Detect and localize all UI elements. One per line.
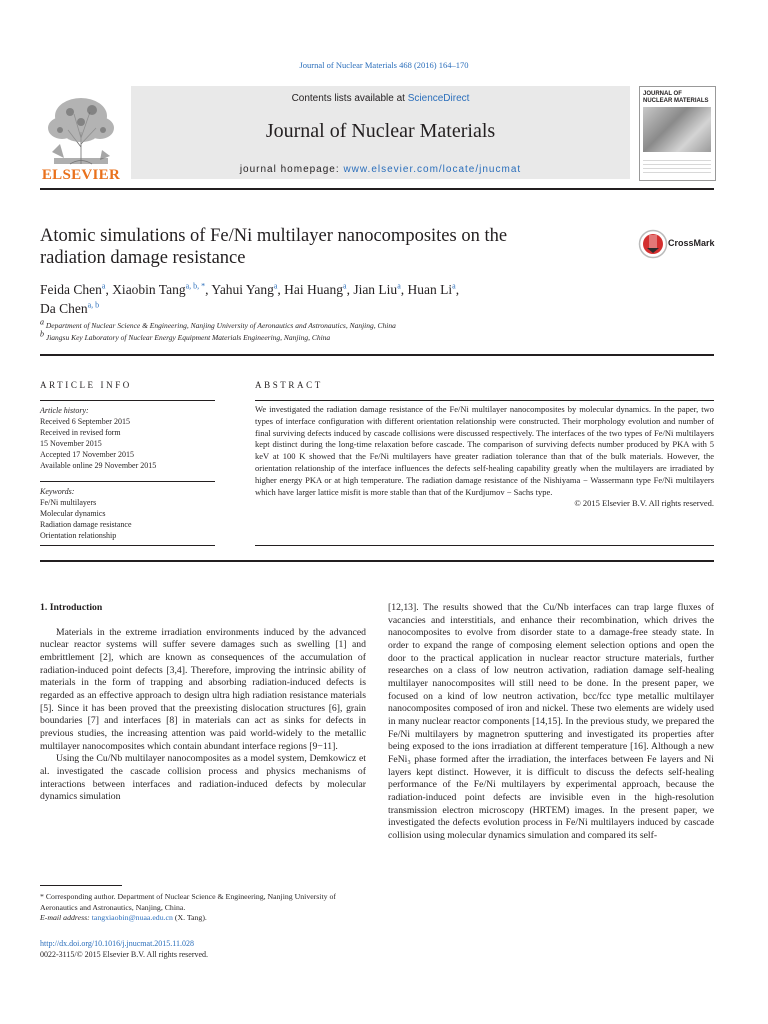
- history-label: Article history:: [40, 406, 89, 415]
- history-item: Available online 29 November 2015: [40, 461, 157, 470]
- header-divider: [40, 188, 714, 190]
- divider: [40, 400, 215, 401]
- sciencedirect-link[interactable]: ScienceDirect: [407, 93, 470, 104]
- history-item: 15 November 2015: [40, 439, 102, 448]
- email-line: E-mail address: tangxiaobin@nuaa.edu.cn (X. Tang).: [40, 913, 207, 922]
- email-link[interactable]: tangxiaobin@nuaa.edu.cn: [91, 913, 173, 922]
- affiliation-divider: [40, 354, 714, 356]
- abstract-heading: ABSTRACT: [255, 380, 323, 390]
- body-paragraph: Using the Cu/Nb multilayer nanocomposites as a model system, Demkowicz et al. investigated the cascade collision process and physics mechanisms of interactions between interfaces and radiation-induced defects by molecular dynamics simulation: [40, 753, 366, 803]
- affiliation-a: $^a$ Department of Nuclear Science & Engineering, Nanjing University of Aeronautics and Astronautics, Nanjing, China: [40, 317, 396, 330]
- keyword: Orientation relationship: [40, 531, 117, 540]
- abstract-body: [255, 404, 714, 510]
- section-heading: 1. Introduction: [40, 602, 103, 613]
- cover-illustration: [643, 107, 711, 152]
- contents-prefix: Contents lists available at: [291, 93, 408, 104]
- footnote-divider: [40, 885, 122, 886]
- homepage-prefix: journal homepage:: [239, 164, 344, 175]
- divider: [40, 481, 215, 482]
- article-history: [40, 405, 220, 471]
- contents-line: [131, 93, 630, 104]
- article-title: [40, 225, 600, 269]
- divider: [255, 400, 714, 401]
- abstract-text: We investigated the radiation damage resistance of the Fe/Ni multilayer nanocomposites by molecular dynamics. In the paper, two types of interface configuration with different orientation relationship were constructed. Their morphology evolution and number of final surviving defects induced by cascade collisions were discussed respectively. The interfaces of the two types of Fe/Ni multilayers kept distinct during the long-time relaxation before cascade. The comparison of surviving defects number produced by PKA with 5 keV at 100 K showed that the Fe/Ni multilayers have greater radiation tolerance than that of the bulk materials. However, the orientation relationship of the interface influences the defects self-healing capability greatly when the multilayers are irradiated by higher energy PKA or at high temperature. The radiation damage resistance of the Nishiyama − Wassermann type Fe/Ni multilayers which have larger lattice misfit is more stable than that of the Kurdjumov − Sachs type.: [255, 404, 714, 497]
- keyword: Fe/Ni multilayers: [40, 498, 97, 507]
- history-item: Received 6 September 2015: [40, 417, 130, 426]
- author[interactable]: Da Chen$^{a, b}$: [40, 300, 100, 316]
- keyword: Molecular dynamics: [40, 509, 106, 518]
- history-item: Received in revised form: [40, 428, 121, 437]
- author[interactable]: Jian Liu$^a$: [353, 281, 401, 297]
- author-list: Feida Chen$^a$, Xiaobin Tang$^{a, b, *}$, Yahui Yang$^a$, Hai Huang$^a$, Jian Liu$^a$, Huan Li$^a$, Da Chen$^{a, b}$: [40, 281, 460, 316]
- author[interactable]: Yahui Yang$^a$: [211, 281, 278, 297]
- journal-homepage-link[interactable]: www.elsevier.com/locate/jnucmat: [343, 164, 522, 175]
- journal-cover-image: [639, 86, 716, 181]
- affiliation-b: $^b$ Jiangsu Key Laboratory of Nuclear Energy Equipment Materials Engineering, Nanjing, China: [40, 329, 331, 342]
- history-item: Accepted 17 November 2015: [40, 450, 134, 459]
- body-paragraph: Materials in the extreme irradiation environments induced by the advanced nuclear reactor systems will suffer severe damages such as swelling [1] and embrittlement [2], which are known as consequences of the accumulation of radiation-induced point defects [3,4]. Therefore, improving the intrinsic ability of materials in the form of trapping and absorbing radiation-induced defects is regarded as an effective approach to design ultra high radiation resistance materials [5]. Since it has been proved that the preexisting dislocation structures [6], grain boundaries [7] and interfaces [8] in materials can act as sinks for defects in previous studies, the increasing attention was paid world-widely to the metallic multilayer nanocomposites which contain abundant interface regions [9−11].: [40, 626, 366, 752]
- journal-title: Journal of Nuclear Materials: [265, 120, 496, 142]
- corresponding-author-note: * Corresponding author. Department of Nuclear Science & Engineering, Nanjing University of Aeronautics and Astronautics, Nanjing, China.: [40, 892, 336, 912]
- body-divider: [40, 560, 714, 562]
- issn-line: 0022-3115/© 2015 Elsevier B.V. All rights reserved.: [40, 950, 209, 959]
- doi-link[interactable]: http://dx.doi.org/10.1016/j.jnucmat.2015.11.028: [40, 939, 194, 948]
- article-info-heading: ARTICLE INFO: [40, 380, 132, 390]
- author[interactable]: Huan Li$^a$: [407, 281, 456, 297]
- doi-block: [40, 938, 208, 960]
- keywords-label: Keywords:: [40, 487, 75, 496]
- body-column-left: [40, 602, 366, 804]
- divider: [40, 545, 215, 546]
- author[interactable]: Hai Huang$^a$: [284, 281, 347, 297]
- keywords: [40, 486, 220, 541]
- keyword: Radiation damage resistance: [40, 520, 132, 529]
- crossmark-label[interactable]: CrossMark: [668, 238, 715, 248]
- body-paragraph: [12,13]. The results showed that the Cu/Nb interfaces can trap large fluxes of vacancies and interstitials, and enhance their recombination, which drives the nanocomposites to evolve from disorder state to a damage-free steady state. In order to expand the range of composing element selection options and open the door to the practical application in nuclear reactor structure materials, further researches on a class of low neutron activation, radiation damage self-healing multilayer nanocomposites will still need to be done. In the present paper, we focused on a kind of low neutron activation, bcc/fcc type metallic multilayer nanocomposites composed of iron and nickel. These two elements are widely used in many nuclear reactor components [14,15]. In the previous study, we prepared the Fe/Ni multilayers by magnetron sputtering and investigated its properties after being exposed to the ions irradiation at different temperature [16]. Although a new FeNi₃ phase formed after the irradiation, the interfaces between Fe layers and Ni layers kept distinct. However, it is difficult to discuss the defects self-healing performance of the Fe/Ni multilayers by experimental approach, because the radiation-induced point defects are invisible even in the high-resolution transmission electron microscopy (HRTEM) images. In the present paper, we investigated the defects evolution process in Fe/Ni multilayers induced by cascade collision using molecular dynamics simulation and compared its self-: [388, 602, 714, 841]
- author[interactable]: Xiaobin Tang$^{a, b, *}$: [112, 281, 206, 297]
- article-title-line-1: Atomic simulations of Fe/Ni multilayer nanocomposites on the: [40, 226, 508, 246]
- journal-homepage-line: [131, 164, 630, 175]
- footnote: [40, 892, 366, 924]
- cover-footer: [643, 157, 711, 175]
- cover-title: JOURNAL OF NUCLEAR MATERIALS: [643, 91, 709, 104]
- body-column-right: [388, 602, 714, 842]
- abstract-copyright: © 2015 Elsevier B.V. All rights reserved.: [574, 498, 714, 509]
- author[interactable]: Feida Chen$^a$: [40, 281, 106, 297]
- divider: [255, 545, 714, 546]
- journal-reference-link[interactable]: Journal of Nuclear Materials 468 (2016) 164–170: [299, 60, 469, 70]
- publisher-name: ELSEVIER: [41, 167, 121, 183]
- article-title-line-2: radiation damage resistance: [40, 248, 246, 268]
